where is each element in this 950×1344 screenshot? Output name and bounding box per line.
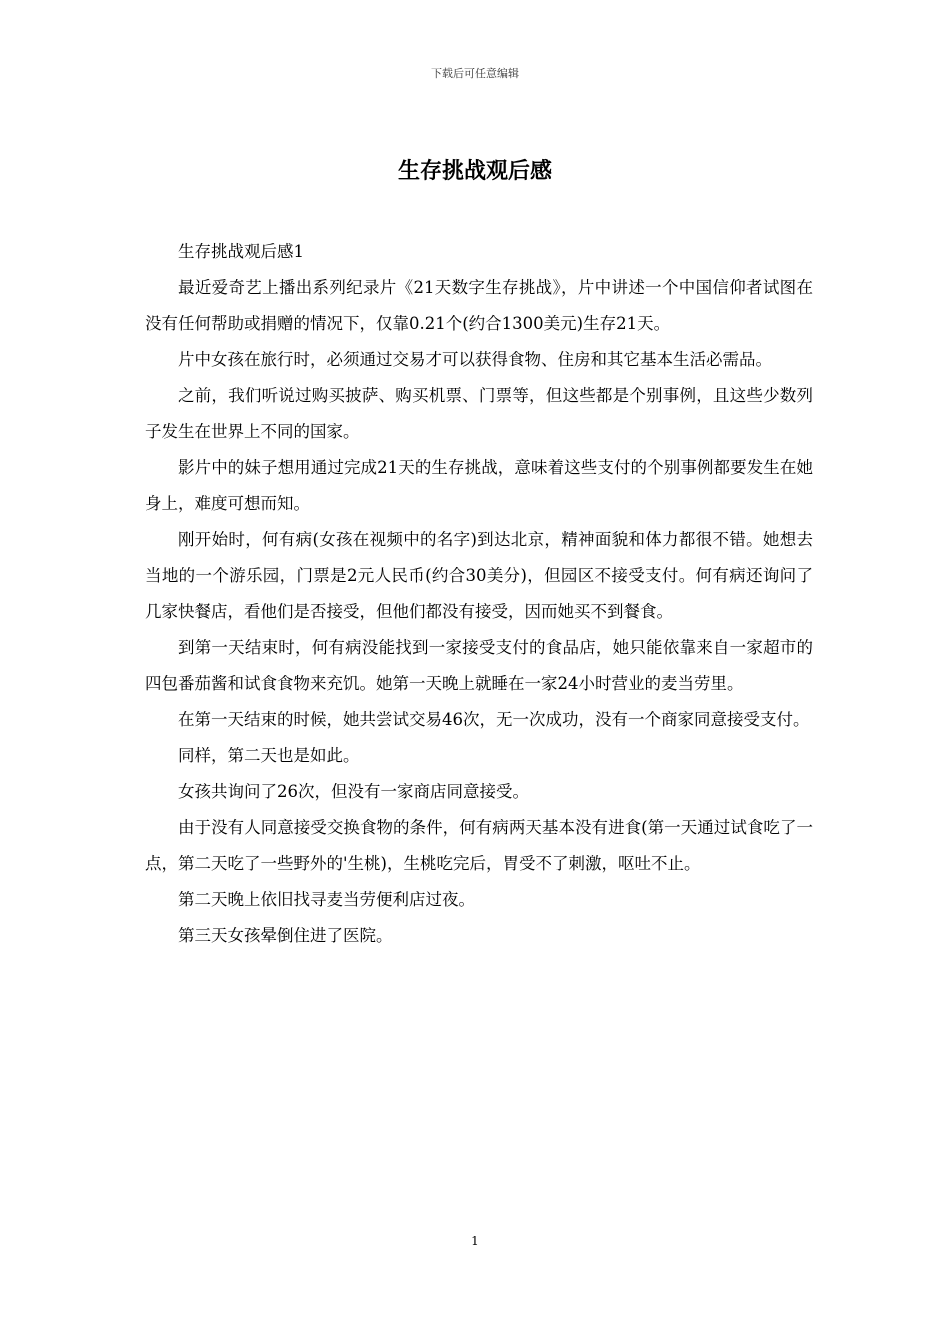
paragraph: 同样，第二天也是如此。 [178,746,360,765]
paragraph: 片中女孩在旅行时，必须通过交易才可以获得食物、住房和其它基本生活必需品。 [178,350,772,369]
paragraph: 到第一天结束时，何有病没能找到一家接受支付的食品店，她只能依靠来自一家超市的四包番茄酱和试食食物来充饥。她第一天晚上就睡在一家24小时营业的麦当劳里。 [145,638,813,693]
paragraph-section-heading: 生存挑战观后感1 [178,242,304,261]
paragraph: 第三天女孩晕倒住进了医院。 [178,926,393,945]
document-title: 生存挑战观后感 [397,158,552,184]
paragraph: 影片中的妹子想用通过完成21天的生存挑战，意味着这些支付的个别事例都要发生在她身上，难度可想而知。 [145,458,813,513]
page-header-note: 下载后可任意编辑 [431,67,519,80]
paragraph: 最近爱奇艺上播出系列纪录片《21天数字生存挑战》，片中讲述一个中国信仰者试图在没有任何帮助或捐赠的情况下，仅靠0.21个(约合1300美元)生存21天。 [145,278,813,333]
paragraph: 在第一天结束的时候，她共尝试交易46次，无一次成功，没有一个商家同意接受支付。 [178,710,810,729]
paragraph: 第二天晚上依旧找寻麦当劳便利店过夜。 [178,890,475,909]
paragraph: 之前，我们听说过购买披萨、购买机票、门票等，但这些都是个别事例，且这些少数列子发生在世界上不同的国家。 [145,386,813,441]
paragraph: 由于没有人同意接受交换食物的条件，何有病两天基本没有进食(第一天通过试食吃了一点，第二天吃了一些野外的'生桃)，生桃吃完后，胃受不了刺激，呕吐不止。 [145,818,813,873]
page-number: 1 [471,1234,479,1248]
paragraph: 女孩共询问了26次，但没有一家商店同意接受。 [178,782,529,801]
document-body [145,234,813,954]
paragraph: 刚开始时，何有病(女孩在视频中的名字)到达北京，精神面貌和体力都很不错。她想去当地的一个游乐园，门票是2元人民币(约合30美分)，但园区不接受支付。何有病还询问了几家快餐店，看他们是否接受，但他们都没有接受，因而她买不到餐食。 [145,530,813,621]
